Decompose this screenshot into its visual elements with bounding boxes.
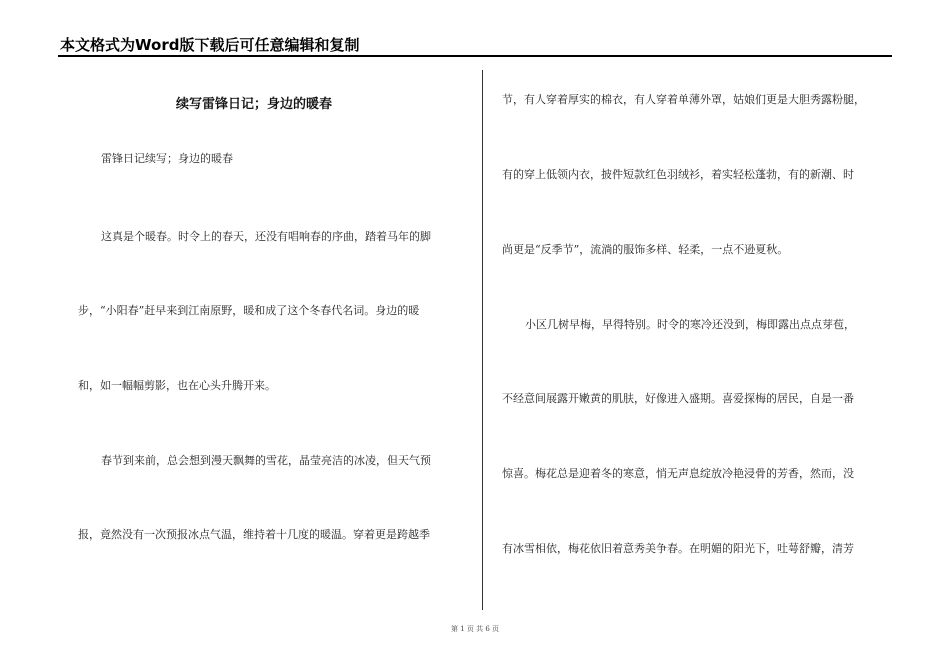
left-line-3: 步，“小阳春”赶早来到江南原野，暖和成了这个冬春代名词。身边的暖 [78,304,420,317]
right-line-4: 小区几树早梅，早得特别。时令的寒冷还没到，梅即露出点点芽苞， [525,318,855,331]
right-line-3: 尚更是“反季节”，流淌的服饰多样、轻柔，一点不逊夏秋。 [502,243,789,256]
page-title: 续写雷锋日记；身边的暖春 [176,97,333,112]
page-footer: 第 1 页 共 6 页 [450,625,500,633]
document-header-notice: 本文格式为Word版下载后可任意编辑和复制 [60,36,360,54]
column-divider [482,70,483,610]
header-rule [58,55,892,57]
right-line-6: 惊喜。梅花总是迎着冬的寒意，悄无声息绽放冷艳浸骨的芳香，然而，没 [502,467,854,480]
right-line-2: 有的穿上低领内衣，披件短款红色羽绒衫，着实轻松蓬勃，有的新潮、时 [502,168,854,181]
left-line-4: 和，如一幅幅剪影，也在心头升腾开来。 [78,379,276,392]
right-line-7: 有冰雪相依，梅花依旧着意秀美争春。在明媚的阳光下，吐萼舒瓣，清芳 [502,542,854,555]
left-line-5: 春节到来前，总会想到漫天飘舞的雪花，晶莹亮洁的冰凌，但天气预 [101,454,431,467]
left-line-6: 报，竟然没有一次预报冰点气温，维持着十几度的暖温。穿着更是跨越季 [78,528,430,541]
right-line-5: 不经意间展露开嫩黄的肌肤，好像进入盛期。喜爱探梅的居民，自是一番 [502,392,854,405]
left-line-2: 这真是个暖春。时令上的春天，还没有唱响春的序曲，踏着马年的脚 [101,230,431,243]
left-line-1: 雷锋日记续写；身边的暖春 [101,152,233,165]
right-line-1: 节，有人穿着厚实的棉衣，有人穿着单薄外罩，姑娘们更是大胆秀露粉腿， [502,93,865,106]
